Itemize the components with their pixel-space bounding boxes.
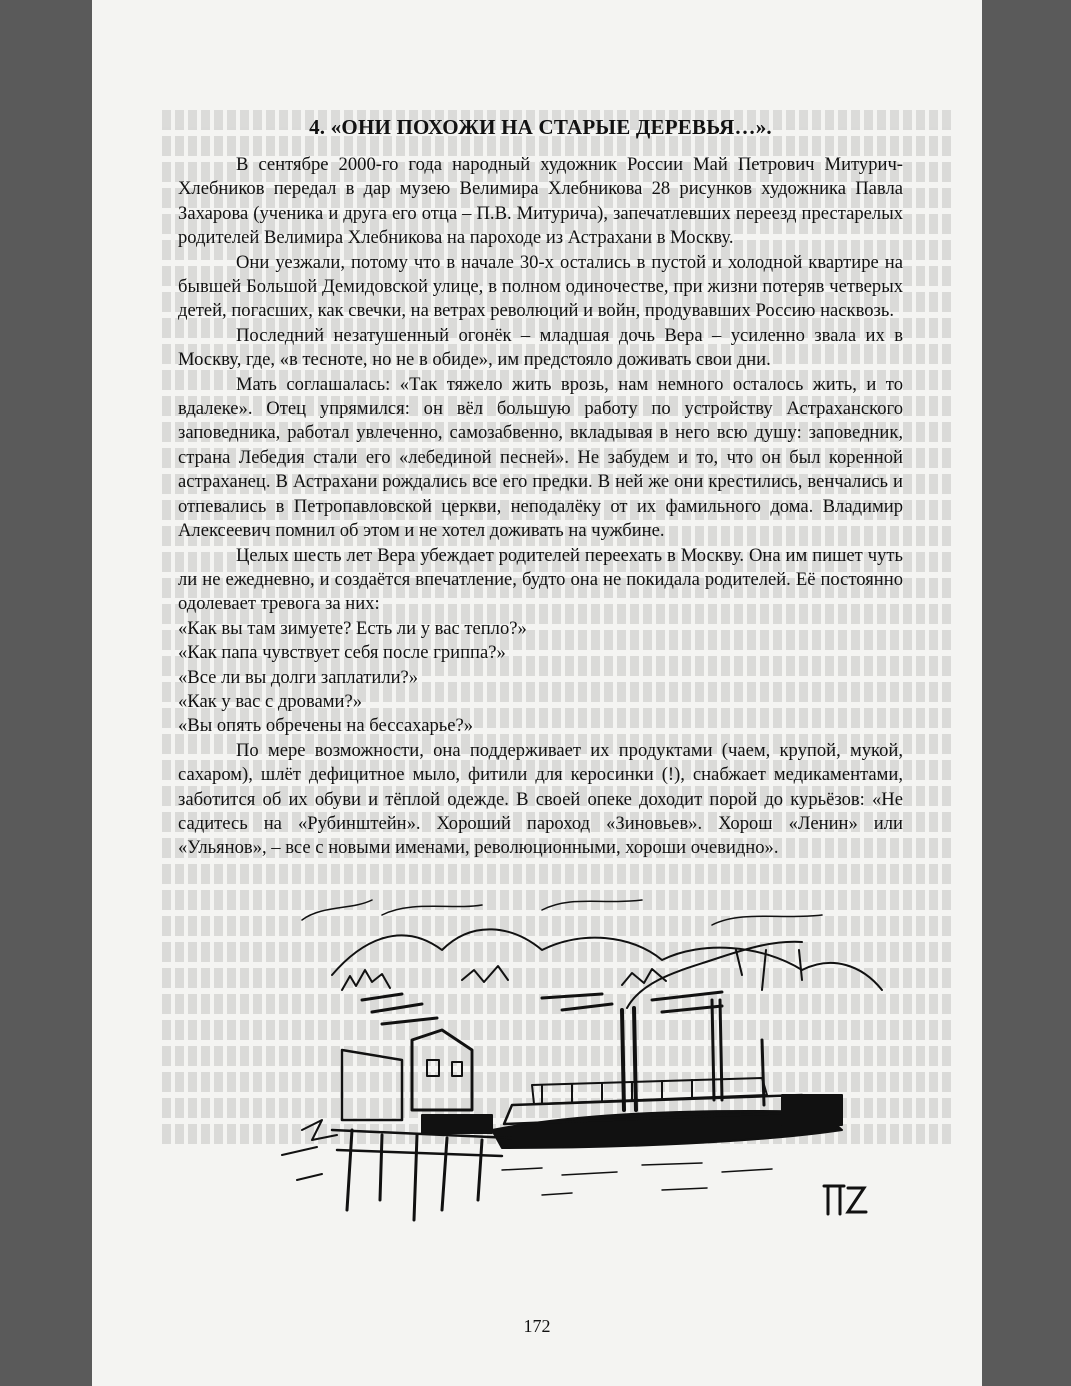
steamboat-sketch (242, 880, 932, 1240)
paragraph: Они уезжали, потому что в начале 30-х остались в пустой и холодной квартире на бывшей Большой Демидовской улице, в полном одиночестве, при жизни потеряв четверых детей, погасших, как свечки, на ветрах революций и войн, продувавших Россию насквозь. (178, 251, 903, 322)
quote-line: «Как вы там зимуете? Есть ли у вас тепло?» (178, 617, 527, 639)
quote-line: «Все ли вы долги заплатили?» (178, 666, 419, 688)
paragraph: Целых шесть лет Вера убеждает родителей переехать в Москву. Она им пишет чуть ли не ежедневно, и создаётся впечатление, будто она не покидала родителей. Её постоянно одолевает тревога за них: (178, 544, 903, 615)
paragraph: В сентябре 2000-го года народный художник России Май Петрович Митурич-Хлебников передал в дар музею Велимира Хлебникова 28 рисунков художника Павла Захарова (ученика и друга его отца – П.В. Митурича), запечатлевших переезд престарелых родителей Велимира Хлебникова на пароходе из Астрахани в Москву. (178, 154, 903, 249)
page-number: 172 (523, 1316, 551, 1336)
quote-line: «Вы опять обречены на бессахарье?» (178, 715, 474, 737)
paragraph: Последний незатушенный огонёк – младшая дочь Вера – усиленно звала их в Москву, где, «в тесноте, но не в обиде», им предстояло доживать свои дни. (178, 324, 903, 371)
body-text (178, 153, 903, 861)
book-page (92, 0, 982, 1386)
quote-line: «Как у вас с дровами?» (178, 690, 363, 712)
artist-monogram (824, 1186, 866, 1214)
chapter-heading: 4. «ОНИ ПОХОЖИ НА СТАРЫЕ ДЕРЕВЬЯ…». (309, 115, 772, 139)
paragraph: Мать соглашалась: «Так тяжело жить врозь, нам немного осталось жить, и то вдалеке». Отец упрямился: он вёл большую работу по устройству Астраханского заповедника, работал увлеченно, самозабвенно, вкладывая в него всю душу: заповедник, страна Лебедия стали его «лебединой песней». Не забудем и то, что он был коренной астраханец. В Астрахани рождались все его предки. В ней же они крестились, венчались и отпевались в Петропавловской церкви, неподалёку от их фамильного дома. Владимир Алексеевич помнил об этом и не хотел доживать на чужбине. (178, 373, 903, 542)
chapter-content (178, 115, 903, 861)
paragraph: По мере возможности, она поддерживает их продуктами (чаем, крупой, мукой, сахаром), шлёт дефицитное мыло, фитили для керосинки (!), снабжает медикаментами, заботится об их обуви и тёплой одежде. В своей опеке доходит порой до курьёзов: «Не садитесь на «Рубинштейн». Хороший пароход «Зиновьев». Хорош «Ленин» или «Ульянов», – все с новыми именами, революционными, хороши очевидно». (178, 739, 903, 859)
quote-line: «Как папа чувствует себя после гриппа?» (178, 642, 506, 664)
